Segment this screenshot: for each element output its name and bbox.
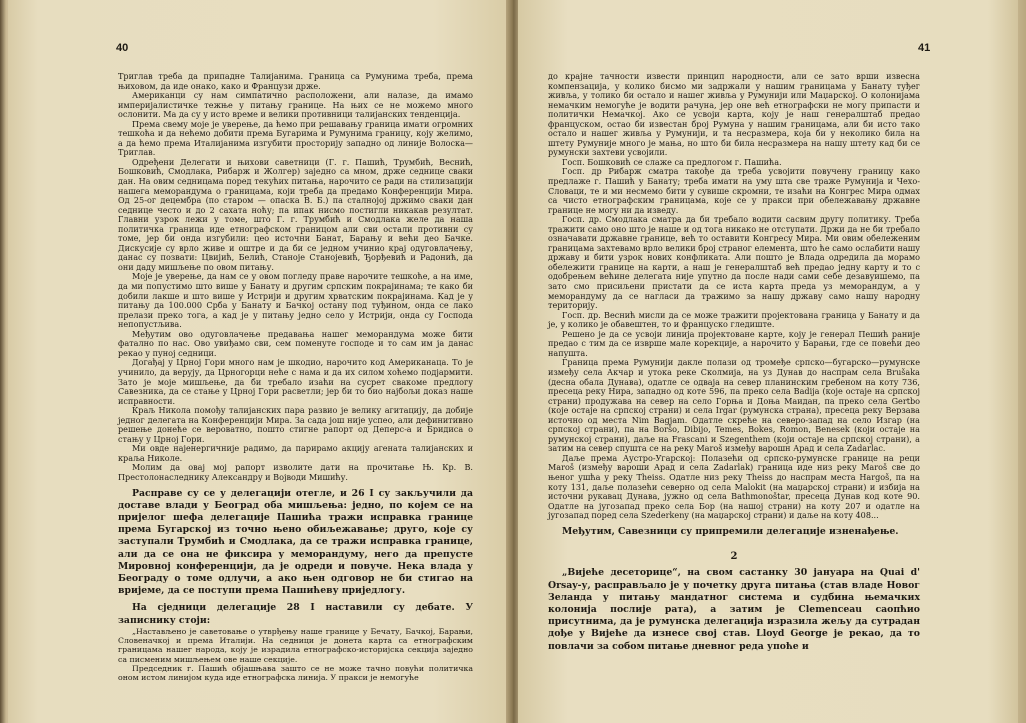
page-number: 40 [116, 42, 129, 54]
bold-paragraph: На сједници делегације 28 I наставили су дебате. У записнику стоји: [118, 602, 473, 626]
paragraph: Триглав треба да припадне Талијанима. Граница са Румунима треба, према њиховом, да иде онако, како и Французи држе. [118, 71, 473, 91]
paragraph: Госп. др Рибарж сматра такође да треба усвојити повучену границу како предлаже г. Пашић у Банату; треба имати на уму шта све траже Румунија и Чехо-Словаци, те и ми несмемо бити у сувише скромни, те изаћи на Конгрес Мира одмах са чисто етнографским границама, које се у пракси при обележавању државне границе не могу ни да изведу. [548, 166, 920, 215]
left-page [8, 0, 508, 723]
paragraph: „Настављено је саветовање о утврђењу наше границе у Бечату, Бачкој, Барањи, Словеначкој и према Италији. На седници је донета карта са етнографским границама нашег народа, коју је израдила етнографско-историјска секција заједно са писменим мишљењем ове наше секције. [118, 626, 473, 664]
paragraph: Госп. Бошковић се слаже са предлогом г. Пашића. [562, 156, 782, 167]
paragraph: Американци су нам симпатично расположени, али налазе, да имамо империјалистичке тежње у питању границе. На њих се не можемо много ослонити. Ма да су у исто време и велики противници талијанских тенденција. [118, 90, 473, 120]
paragraph: Госп. др. Веснић мисли да се може тражити пројектована граница у Банату и да је, у колико је обавештен, то и француско гледиште. [548, 309, 920, 330]
paragraph: Краљ Никола помођу талијанских пара развио је велику агитацију, да добије једног делегата на Конференцији Мира. За сада још није успео, али дефинитивно решење донеће се вероватно, пошто стигне рапорт од Деперс-а и Бридиса о стању у Црној Гори. [118, 405, 473, 444]
right-page [518, 0, 1018, 723]
paragraph: Догађај у Црној Гори много нам је шкодио, нарочито код Американаца. То је учинило, да верују, да Црногорци неће с нама и да их силом хоћемо подјармити. Зато је моје мишљење, да би требало изаћи на сусрет свакоме предлогу Савезника, да се стање у Црној Гори расветли; јер би то био најбољи доказ наше исправности. [118, 357, 473, 406]
paragraph: Одређени Делегати и њихови саветници (Г. г. Пашић, Трумбић, Веснић, Бошковић, Смодлака, Рибарж и Жолгер) заједно са мном, држе седнице сваки дан. На овим седницама поред текућих питања, нарочито се ради на стилизацији нашега меморандума о границама, који треба да предамо Конференцији Мира. Од 25-ог децембра (по старом — опаска В. Б.) па сталнојој држимо сваки дан седнице често и до 2 сахата ноћу; па ипак нисмо постигли никакав резултат. Главни узрок лежи у томе, што Г. г. Трумбић и Смодлака желе да наша политичка граница иде етнографском границом али сви остали противни су томе, јер би онда изгубили: цео источни Банат, Барању и већи део Бачке. Дискусије су врло живе и оштре и да би се једном учинио крај одуговлачењу, данас су позвати: Цвијић, Белић, Станоје Станојевић, Ђорђевић и Радонић, да они даду мишљење по овом питању. [118, 156, 473, 272]
right-page-text [548, 72, 920, 653]
paragraph: Моје је уверење, да нам се у овом погледу праве нарочите тешкоће, а на име, да ми попустимо што више у Банату и другим српским покрајинама; те како би добили лакше и што више у Истрији и другим хрватским покрајинама. Кад је у питању да 100.000 Срба у Банату и Бачкој остану под туђином, онда се лако прелази преко тога, а кад је у питању једно село у Истрији, онда су Господа непопустљива. [118, 271, 473, 330]
paragraph: Граница према Румунији дакле полази од тромеђе српско—бугарско—румунске између села Акчар и утока реке Сколмија, на уз Дунав до наспрам села Brušaka (десна обала Дунава), одатле се одваја на север планинским гребеном на коту 736, пресеца реку Нира, западно од коте 596, па преко села Badija (које остаје на српској страни) продужава на север на село Горња и Доња Маидан, па преко села Gertbo (које остаје на српској страни) и села Irgar (румунска страна), пресеца реку Верзава источно од места Nim Bagjam. Одатле скреће на северо-запад на село Изгар (на српској страни), па на Boršo, Dibijo, Temes, Bokes, Romon, Benesek (који остаје на румунској страни), даље на Frascani и Szegenthem (који остаје на српској страни), а затим на север спушта се на реку Maroš између варошн Арад и села Zadarlac. [548, 357, 920, 454]
section-number: 2 [730, 550, 738, 562]
paragraph: Према свему моје је уверење, да ћемо при решавању граница имати огромних тешкоћа и да нећемо добити према Бугарима и Румунима границу, коју желимо, а да ћемо према Италијанима изгубити просторију западно од линије Волоска—Триглав. [118, 118, 473, 158]
paragraph: до крајне тачности извести принцип народности, али се зато врши извесна компензација, у колико бисмо ми задржали у нашим границама у Банату туђег живља, у толико би остало и нашег живља у Румунији или Маџарској. О колонијама немачким немогуће је водити рачуна, јер оне већ етнографски не могу припасти и политички Немачкој. Ако се усвоји карта, коју је наш генералштаб предао француском, остао би известан број Румуна у нашим границама, али би исто тако остало и нашег живља у Румунији, и та несразмера, која би у неколико била на штету Румуније много је мања, но што би била несразмера на нашу штету кад би се румунски захтеви усвојили. [548, 71, 920, 158]
paragraph: Решено је да се усвоји линија пројектоване карте, коју је генерал Пешић раније предао с тим да се изврше мале корекције, а нарочито у Барањи, где се повећи део напушта. [548, 328, 920, 358]
left-page-text [118, 72, 473, 683]
bold-paragraph: Међутим, Савезници су припремили делегације изненађење. [562, 525, 899, 537]
paragraph: Госп. др. Смодлака сматра да би требало водити сасвим другу политику. Треба тражити само оно што је наше и од тога никако не отступати. Држи да не би требало означавати државне границе, већ то оставити Конгресу Мира. Ми овим обележеним границама захтевамо врло велики број страног елемента, што ће само ослабити нашу државу и бити узрок нових конфликата. Али пошто је Влада одредила да морамо обележити границе на карти, а наш је генералштаб већ предао једну карту и то с одобрењем већине делегата није упутно да после нади сами себе дезавуишемо, па зато смо присиљени пристати да се иста карта преда уз меморандум, а у меморандуму да се нагласи да тражимо за нашу државу само нашу народну територију. [548, 214, 920, 311]
bold-paragraph: Расправе су се у делегацији отегле, и 26 I су закључили да доставе влади у Београд оба мишљења: једно, по којем се на пријелог шефа делегације Пашића тражи исправка границе према Бугарској из точно њено обиљежавање; друго, које су заступали Трумбић и Смодлака, да се тражи исправка границе, али да се она не фиксира у меморандуму, него да препусте Мировној конференцији, да је одреди и повуче. Нека влада у Београду о томе одлучи, а ако њен одговор не би стигао на вријеме, да се поступи према Пашићеву приједлогу. [118, 487, 473, 597]
paragraph: Молим да овај мој рапорт изволите дати на прочитање Њ. Кр. В. Престолонаследнику Александру и Војводи Мишићу. [118, 462, 473, 482]
paragraph: Ми овде најенергичније радимо, да парирамо акцију агената талијанских и краља Николе. [118, 443, 473, 463]
page-number: 41 [918, 42, 931, 54]
paragraph: Председник г. Пашић објашњава зашто се не може тачно повући политичка оном истом линијом куда иде етнографска линија. У пракси је немогуће [118, 663, 473, 683]
paragraph: Међутим ово одуговлачење предавања нашег меморандума може бити фатално по нас. Ово увиђамо сви, сем поменуте господе и то сам им ја данас рекао у пуној седници. [118, 328, 473, 358]
bold-paragraph: „Вијеће десеторице“, на свом састанку 30 јануара на Quai d' Orsay-у, расправљало је у почетку друга питања (став владе Новог Зеланда у питању мандатног система и судбина њемачких колонија послије рата), а затим је Clemenceau саопћио присутнима, да је румунска делегација изразила жељу да сутрадан дође у Вијеће да изнесе свој став. Lloyd George је рекао, да то повлачи за собом питање дневног реда упоће и [548, 567, 920, 652]
paragraph: Даље према Аустро-Угарској: Полазећи од српско-румунске границе на реци Maroš (између вароши Арад и села Zadarlak) граница иде низ реку Maroš све до њеног ушћа у реку Theiss. Одатле низ реку Theiss до наспрам места Hargoš, па на коту 131, даље полазећи северно од села Malokit (на маџарској страни) и избија на источни рукавац Дунава, јужно од села Bathmonoštar, пресеца Дунав код коте 90. Одатле на југозапад преко села Бор (на нашој страни) на коту 207 и одатле на југозапад поред села Szederkeny (на маџарској страни) и даље на коту 408... [548, 452, 920, 521]
